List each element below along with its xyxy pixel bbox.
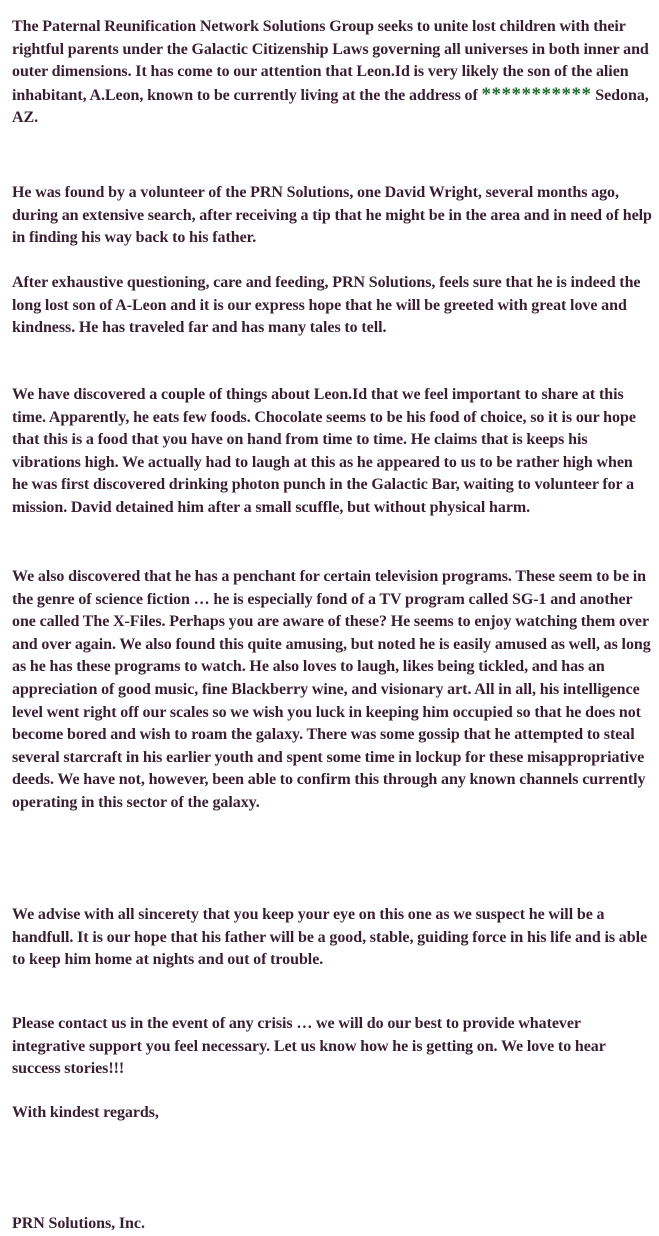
paragraph-found: He was found by a volunteer of the PRN Solutions, one David Wright, several months ago, during an extensive search, after receiving a tip that he might be in the area and in need of help in finding his way back to his father.	[12, 184, 652, 247]
intro-location: Sedona, AZ.	[12, 86, 649, 127]
paragraph-questioning: After exhaustive questioning, care and feeding, PRN Solutions, feels sure that he is indeed the long lost son of A-Leon and it is our express hope that he will be greeted with great love and kindness. He has traveled far and has many tales to tell.	[12, 274, 641, 337]
redacted-address: ***********	[481, 83, 592, 105]
paragraph-advice: We advise with all sincerety that you keep your eye on this one as we suspect he will be a handfull. It is our hope that his father will be a good, stable, guiding force in his life and is able to keep him home at nights and out of trouble.	[12, 906, 648, 969]
paragraph-food: We have discovered a couple of things about Leon.Id that we feel important to share at this time. Apparently, he eats few foods. Chocolate seems to be his food of choice, so it is our hope that this is a food that you have on hand from time to time. He claims that is keeps his vibrations high. We actually had to laugh at this as he appeared to us to be rather high when he was first discovered drinking photon punch in the Galactic Bar, waiting to volunteer for a mission. David detained him after a small scuffle, but without physical harm.	[12, 386, 636, 516]
intro-paragraph	[12, 16, 652, 130]
paragraph-television: We also discovered that he has a penchant for certain television programs. These seem to be in the genre of science fiction … he is especially fond of a TV program called SG-1 and another one called The X-Files. Perhaps you are aware of these? He seems to enjoy watching them over and over again. We also found this quite amusing, but noted he is easily amused as well, as long as he has these programs to watch. He also loves to laugh, likes being tickled, and has an appreciation of good music, fine Blackberry wine, and visionary art. All in all, his intelligence level went right off our scales so we wish you luck in keeping him occupied so that he does not become bored and wish to roam the galaxy. There was some gossip that he attempted to steal several starcraft in his earlier youth and spent some time in lockup for these misappropriative deeds. We have not, however, been able to confirm this through any known channels currently operating in this sector of the galaxy.	[12, 568, 651, 811]
closing-line: With kindest regards,	[12, 1104, 159, 1121]
signature: PRN Solutions, Inc.	[12, 1215, 145, 1232]
paragraph-contact: Please contact us in the event of any crisis … we will do our best to provide whatever integrative support you feel necessary. Let us know how he is getting on. We love to hear success stories!!!	[12, 1015, 606, 1078]
intro-text: The Paternal Reunification Network Solutions Group seeks to unite lost children with their rightful parents under the Galactic Citizenship Laws governing all universes in both inner and outer dimensions. It has come to our attention that Leon.Id is very likely the son of the alien inhabitant, A.Leon, known to be currently living at the the address of	[12, 18, 649, 104]
